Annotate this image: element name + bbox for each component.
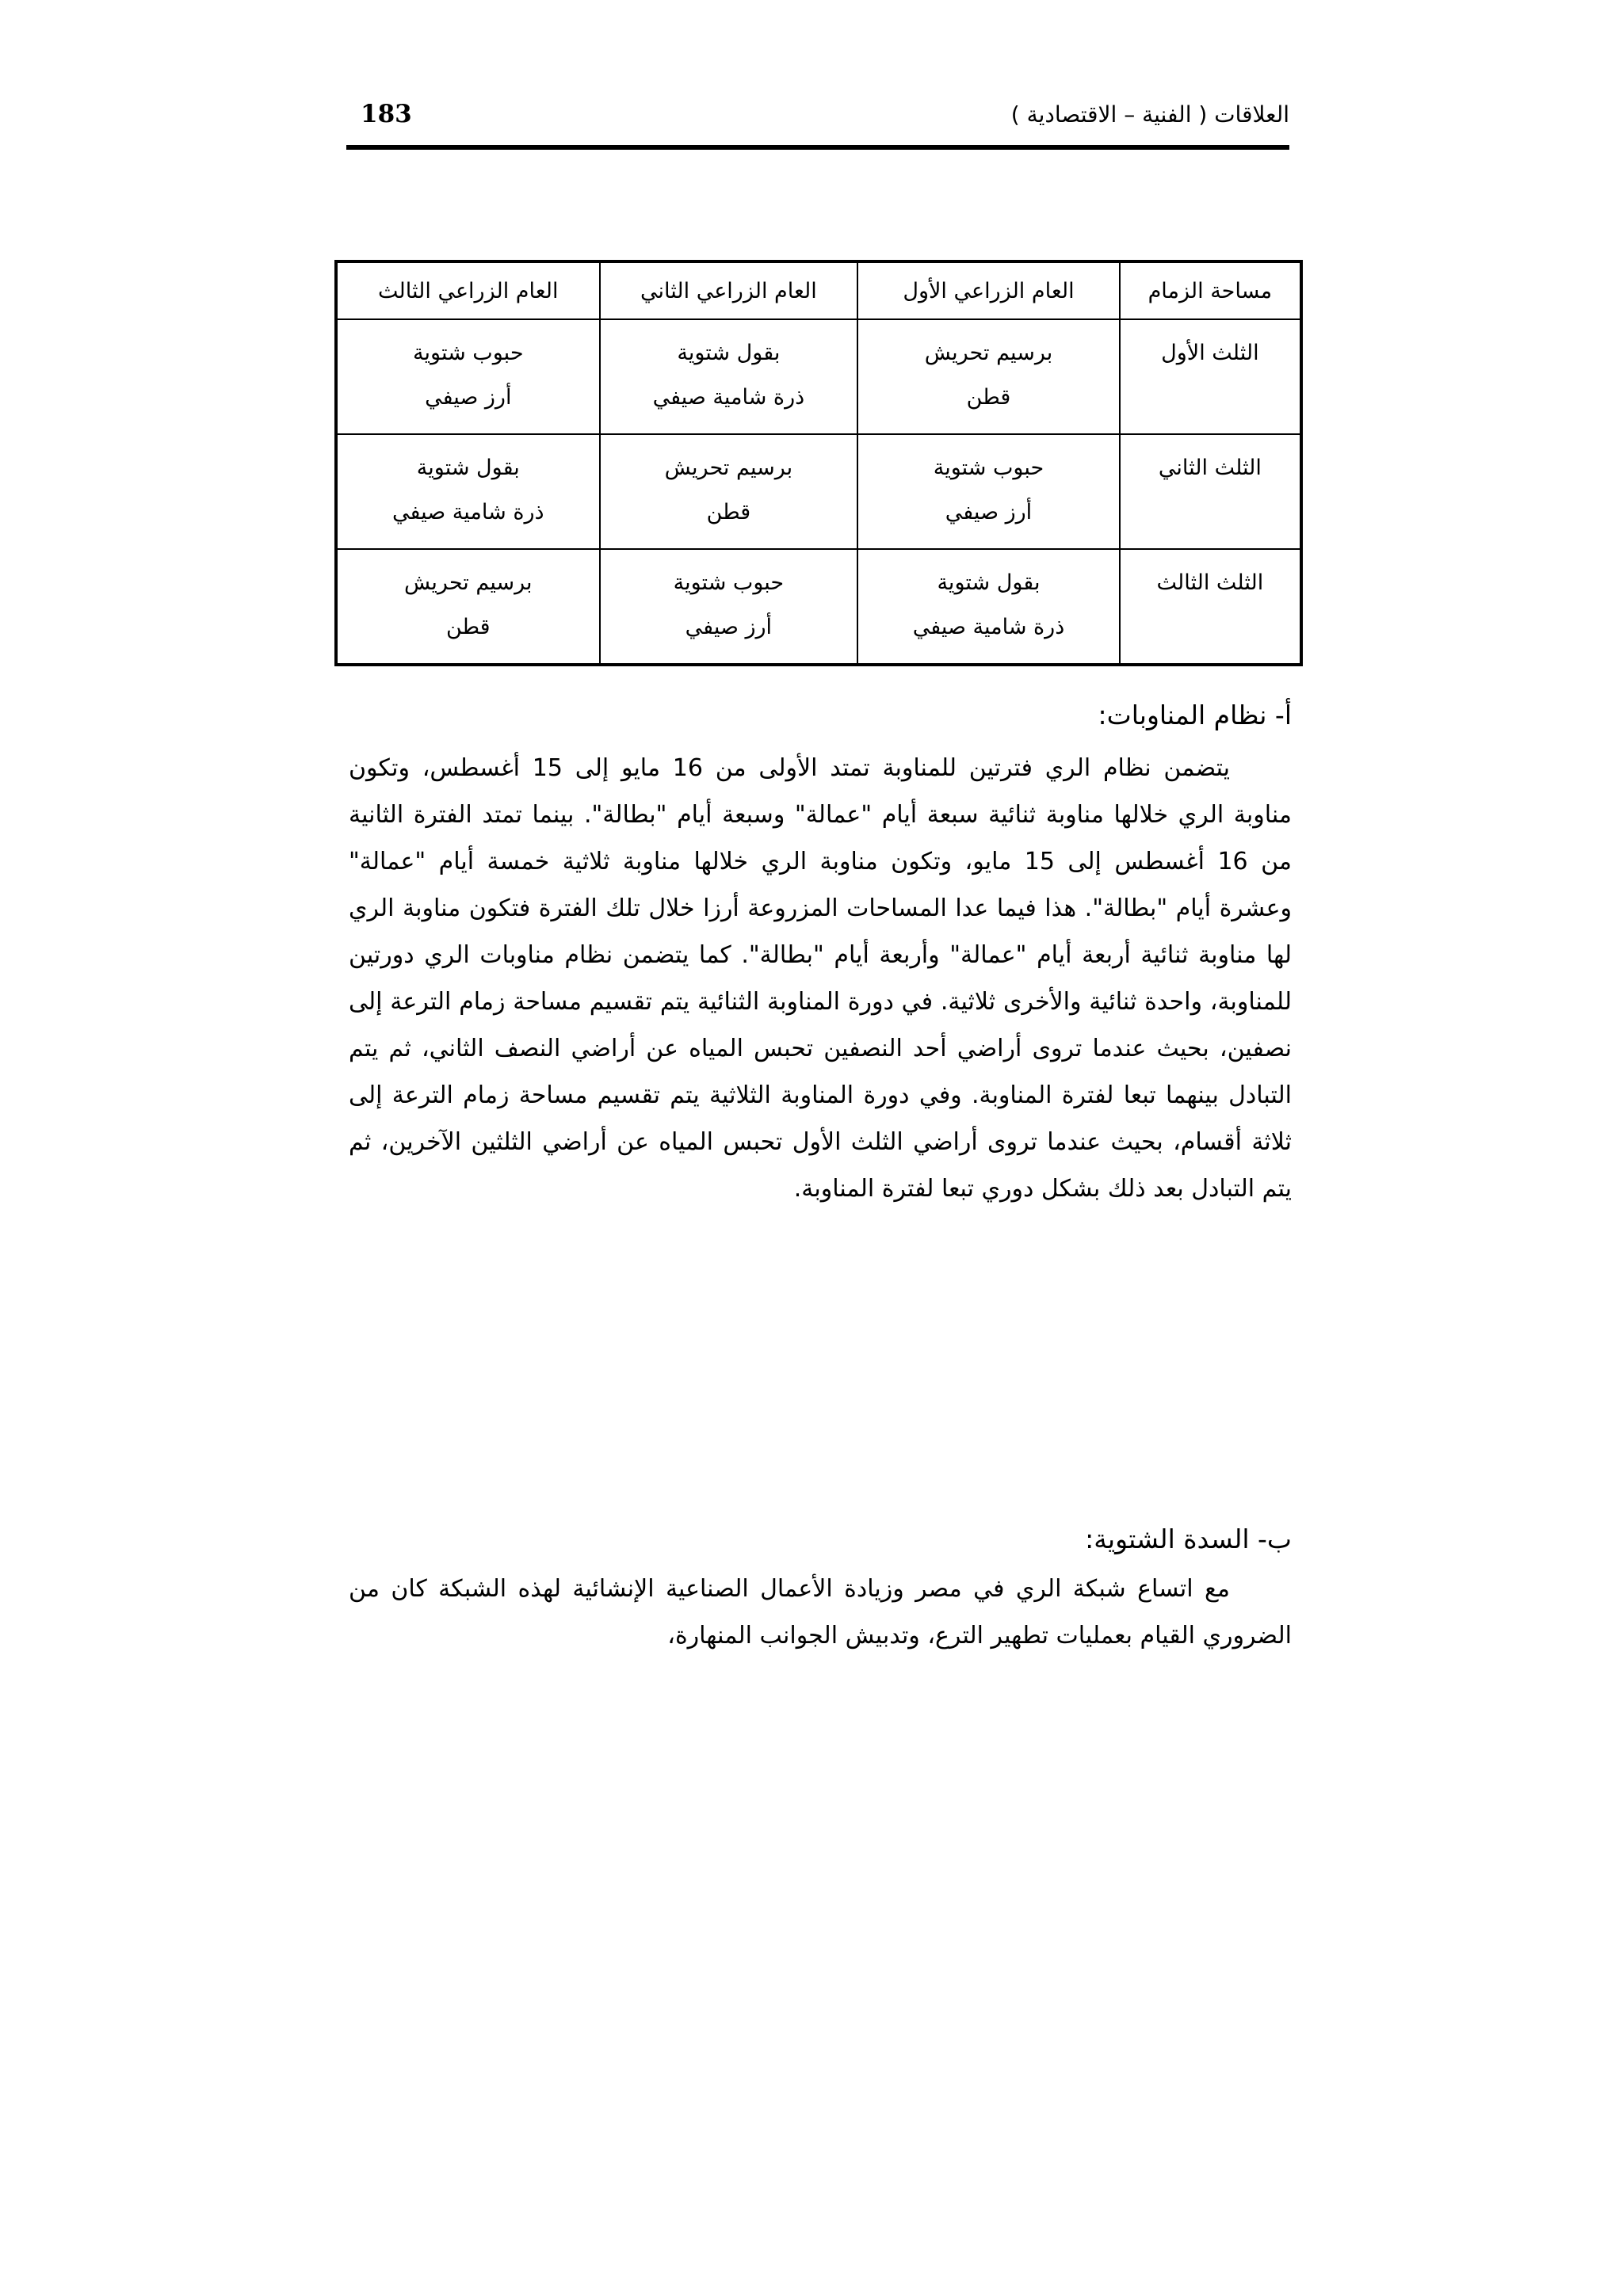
crop-name: برسيم تحريش <box>924 341 1053 365</box>
column-header: العام الزراعي الأول <box>857 261 1120 319</box>
row-header: الثلث الثاني <box>1120 434 1301 549</box>
body-paragraph: مع اتساع شبكة الري في مصر وزيادة الأعمال الصناعية الإنشائية لهذه الشبكة كان من الضروري القيام بعمليات تطهير الترع، وتدبيش الجوانب المنهارة، <box>349 1575 1292 1650</box>
crop-name: بقول شتوية <box>677 341 781 365</box>
crop-rotation-table <box>334 260 1303 666</box>
crop-name: برسيم تحريش <box>664 456 793 480</box>
header-rule <box>346 145 1289 150</box>
page-number: 183 <box>361 100 412 128</box>
table-cell <box>336 434 600 549</box>
crop-name: قطن <box>445 615 491 639</box>
running-header-title: العلاقات ( الفنية – الاقتصادية ) <box>1010 101 1289 128</box>
table-cell <box>600 319 858 434</box>
crop-name: حبوب شتوية <box>673 570 785 595</box>
crop-name: بقول شتوية <box>937 570 1041 595</box>
crop-name: برسيم تحريش <box>404 570 533 595</box>
crop-name: قطن <box>706 500 751 524</box>
table-cell <box>600 434 858 549</box>
table-cell <box>857 549 1120 665</box>
row-header: الثلث الثالث <box>1120 549 1301 665</box>
column-header: مساحة الزمام <box>1120 261 1301 319</box>
section-title: أ- نظام المناوبات: <box>1098 700 1292 730</box>
column-header: العام الزراعي الثالث <box>336 261 600 319</box>
table-cell <box>336 549 600 665</box>
crop-name: بقول شتوية <box>416 456 520 480</box>
crop-name: حبوب شتوية <box>413 341 524 365</box>
table-row <box>336 434 1301 549</box>
crop-name: ذرة شامية صيفي <box>912 615 1065 639</box>
table-cell <box>600 549 858 665</box>
section-winter-closure <box>349 1524 1292 1659</box>
crop-name: أرز صيفي <box>425 385 512 410</box>
crop-name: ذرة شامية صيفي <box>652 385 805 410</box>
section-irrigation-rotation <box>349 700 1292 1212</box>
table-row <box>336 549 1301 665</box>
row-header: الثلث الأول <box>1120 319 1301 434</box>
table-cell <box>857 434 1120 549</box>
section-title: ب- السدة الشتوية: <box>1085 1524 1292 1554</box>
crop-name: أرز صيفي <box>685 615 773 639</box>
crop-name: أرز صيفي <box>945 500 1033 524</box>
body-paragraph: يتضمن نظام الري فترتين للمناوبة تمتد الأولى من 16 مايو إلى 15 أغسطس، وتكون مناوبة الري خلالها مناوبة ثنائية سبعة أيام "عمالة" وسبعة أيام "بطالة". بينما تمتد الفترة الثانية من 16 أغسطس إلى 15 مايو، وتكون مناوبة الري خلالها مناوبة ثلاثية خمسة أيام "عمالة" وعشرة أيام "بطالة". هذا فيما عدا المساحات المزروعة أرزا خلال تلك الفترة فتكون مناوبة الري لها مناوبة ثنائية أربعة أيام "عمالة" وأربعة أيام "بطالة". كما يتضمن نظام مناوبات الري دورتين للمناوبة، واحدة ثنائية والأخرى ثلاثية. في دورة المناوبة الثنائية يتم تقسيم مساحة زمام الترعة إلى نصفين، بحيث عندما تروى أراضي أحد النصفين تحبس المياه عن أراضي النصف الثاني، ثم يتم التبادل بينهما تبعا لفترة المناوبة. وفي دورة المناوبة الثلاثية يتم تقسيم مساحة زمام الترعة إلى ثلاثة أقسام، بحيث عندما تروى أراضي الثلث الأول تحبس المياه عن أراضي الثلثين الآخرين، ثم يتم التبادل بعد ذلك بشكل دوري تبعا لفترة المناوبة. <box>349 754 1293 1203</box>
page-header <box>346 101 1289 149</box>
table-cell <box>336 319 600 434</box>
table-header-row <box>336 261 1301 319</box>
table-row <box>336 319 1301 434</box>
crop-name: قطن <box>966 385 1011 410</box>
table-cell <box>857 319 1120 434</box>
column-header: العام الزراعي الثاني <box>600 261 858 319</box>
crop-name: ذرة شامية صيفي <box>391 500 544 524</box>
crop-name: حبوب شتوية <box>933 456 1044 480</box>
